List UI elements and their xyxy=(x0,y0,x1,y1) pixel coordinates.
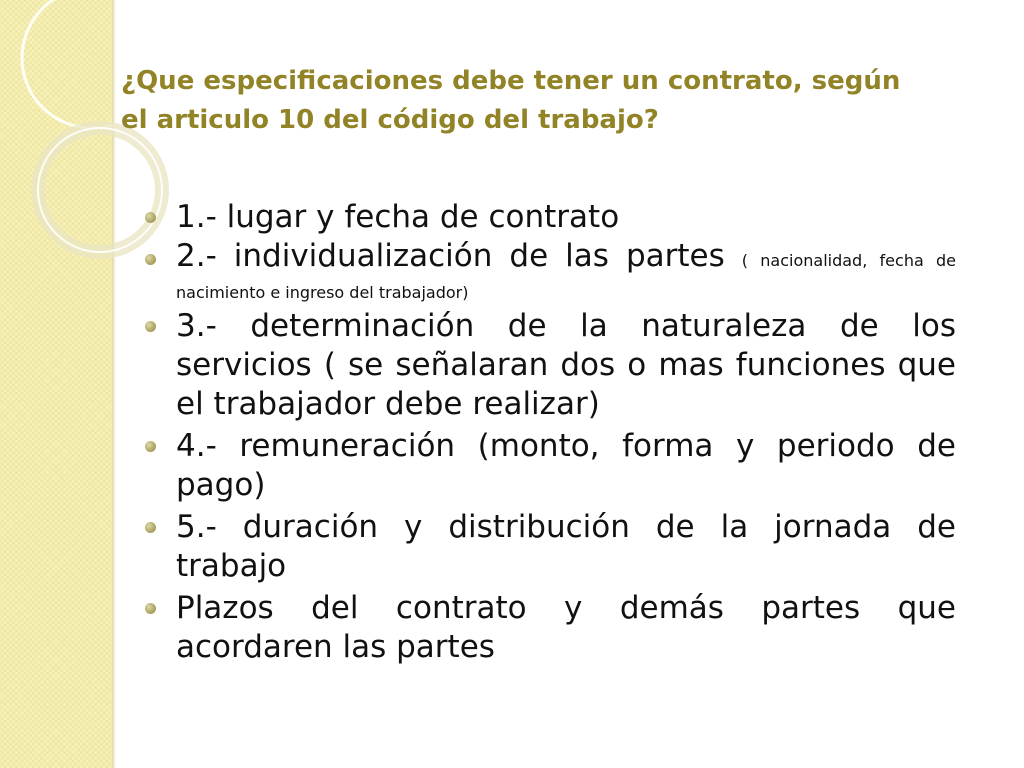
bullet-text: 3.- determinación de la naturaleza de los servicios ( se señalaran dos o mas funciones que el trabajador debe realizar) xyxy=(176,308,956,422)
list-item xyxy=(134,198,956,237)
bullet-icon xyxy=(145,603,156,614)
list-item xyxy=(134,307,956,424)
bullet-icon xyxy=(145,321,156,332)
bullet-text: 4.- remuneración (monto, forma y periodo de pago) xyxy=(176,428,956,503)
bullet-icon xyxy=(145,254,156,265)
bullet-list xyxy=(134,198,956,670)
list-item xyxy=(134,427,956,505)
bullet-icon xyxy=(145,522,156,533)
bullet-icon xyxy=(145,441,156,452)
list-item xyxy=(134,589,956,667)
bullet-text: Plazos del contrato y demás partes que acordaren las partes xyxy=(176,590,956,665)
list-item xyxy=(134,508,956,586)
bullet-icon xyxy=(145,212,156,223)
bullet-text: 1.- lugar y fecha de contrato xyxy=(176,199,620,235)
bullet-text: 5.- duración y distribución de la jornada de trabajo xyxy=(176,509,956,584)
bullet-text: 2.- individualización de las partes xyxy=(176,238,725,274)
bullet-detail: ( nacionalidad, fecha de nacimiento e ingreso del trabajador) xyxy=(176,251,957,302)
list-item xyxy=(134,240,956,304)
slide-title: ¿Que especificaciones debe tener un contrato, según el articulo 10 del código del trabajo? xyxy=(121,66,901,135)
